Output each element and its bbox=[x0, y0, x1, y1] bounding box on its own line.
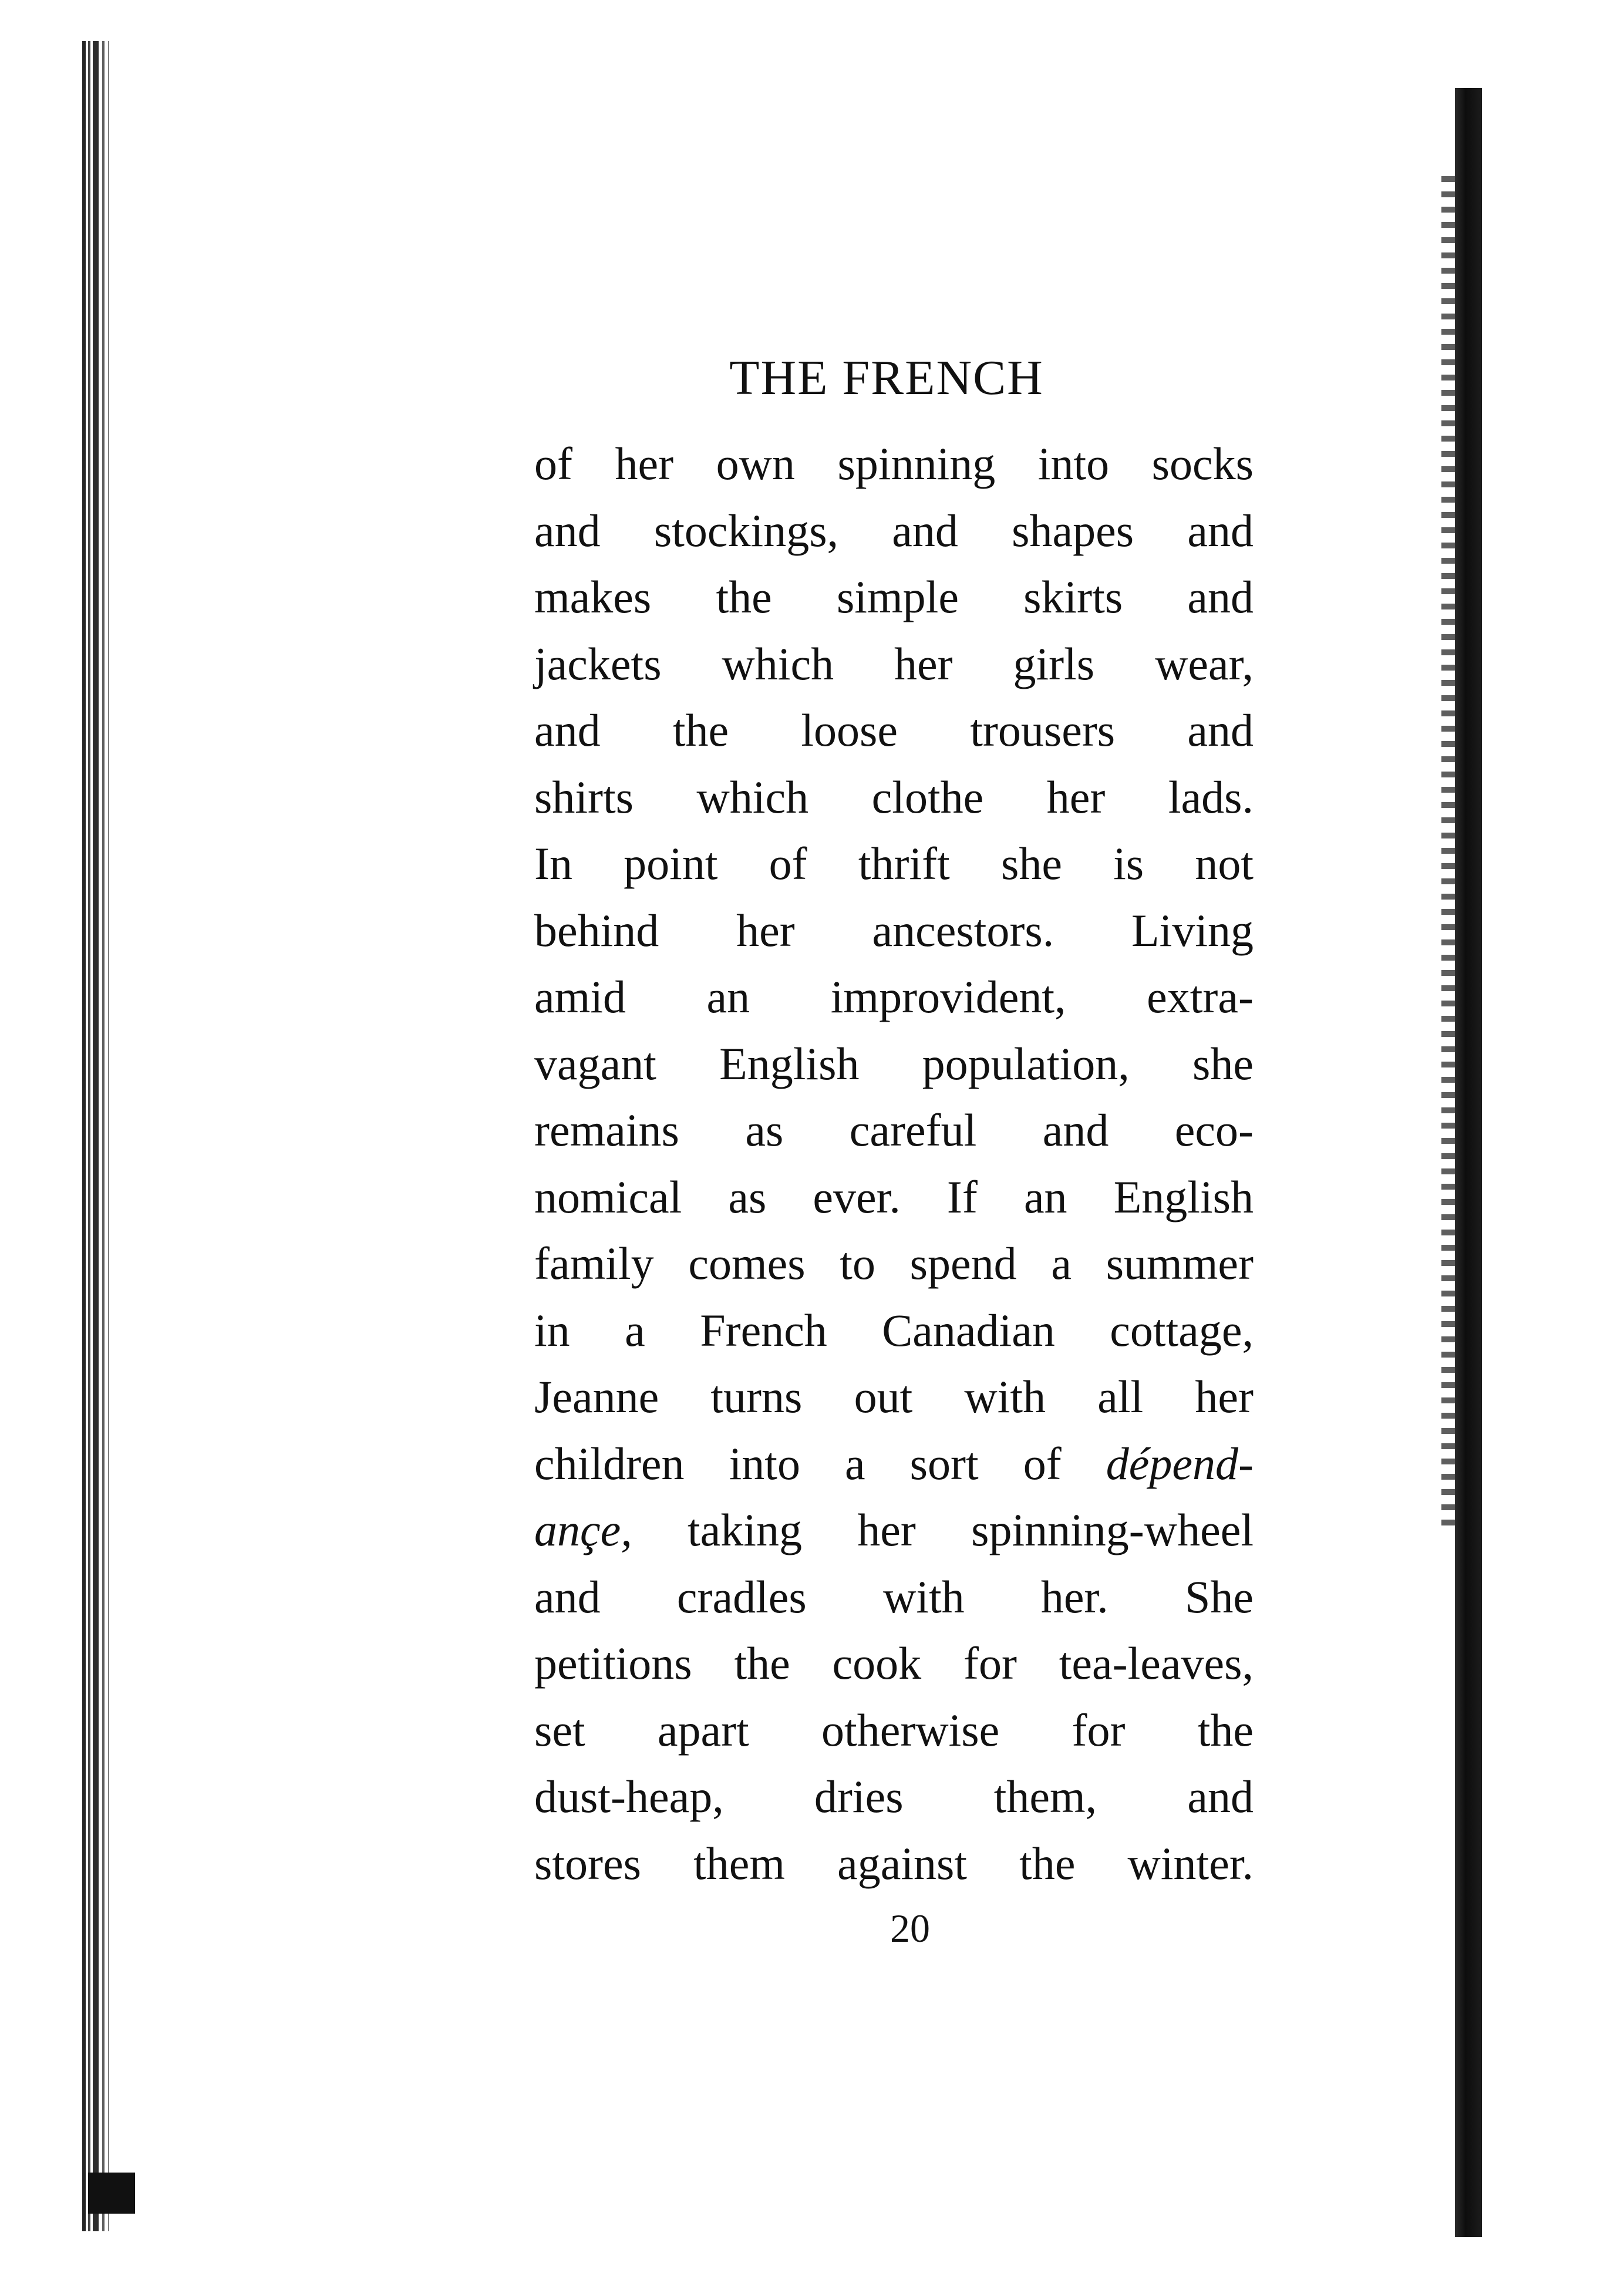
text-line: petitions the cook for tea-leaves, bbox=[534, 1638, 1254, 1689]
text-line: jackets which her girls wear, bbox=[534, 638, 1254, 689]
text-line: In point of thrift she is not bbox=[534, 838, 1254, 889]
text-line: ançe, taking her spinning-wheel bbox=[534, 1504, 1254, 1555]
text-line: shirts which clothe her lads. bbox=[534, 771, 1254, 823]
text-line: in a French Canadian cottage, bbox=[534, 1304, 1254, 1356]
text-line: family comes to spend a summer bbox=[534, 1238, 1254, 1289]
text-line: dust-heap, dries them, and bbox=[534, 1771, 1254, 1822]
text-line: of her own spinning into socks bbox=[534, 438, 1254, 489]
text-line: Jeanne turns out with all her bbox=[534, 1371, 1254, 1422]
text-line: amid an improvident, extra- bbox=[534, 971, 1254, 1022]
italic-word: ançe, bbox=[534, 1504, 632, 1555]
text-line: stores them against the winter. bbox=[534, 1837, 1254, 1889]
text-line: and stockings, and shapes and bbox=[534, 504, 1254, 556]
body-text bbox=[534, 430, 1254, 1897]
text-line: vagant English population, she bbox=[534, 1038, 1254, 1089]
text-line: and the loose trousers and bbox=[534, 705, 1254, 756]
text-line: remains as careful and eco- bbox=[534, 1104, 1254, 1156]
page-number: 20 bbox=[890, 1906, 930, 1951]
text-line: children into a sort of dépend- bbox=[534, 1437, 1254, 1489]
scan-edge-left bbox=[82, 41, 117, 2231]
text-line: nomical as ever. If an English bbox=[534, 1171, 1254, 1222]
italic-word: dépend- bbox=[1106, 1437, 1254, 1489]
text-line: set apart otherwise for the bbox=[534, 1704, 1254, 1756]
text-line: and cradles with her. She bbox=[534, 1571, 1254, 1622]
text-line: makes the simple skirts and bbox=[534, 571, 1254, 622]
scan-edge-right bbox=[1455, 88, 1482, 2237]
scan-edge-left-base bbox=[88, 2173, 135, 2214]
running-header: THE FRENCH bbox=[729, 351, 1044, 405]
text-line: behind her ancestors. Living bbox=[534, 904, 1254, 956]
